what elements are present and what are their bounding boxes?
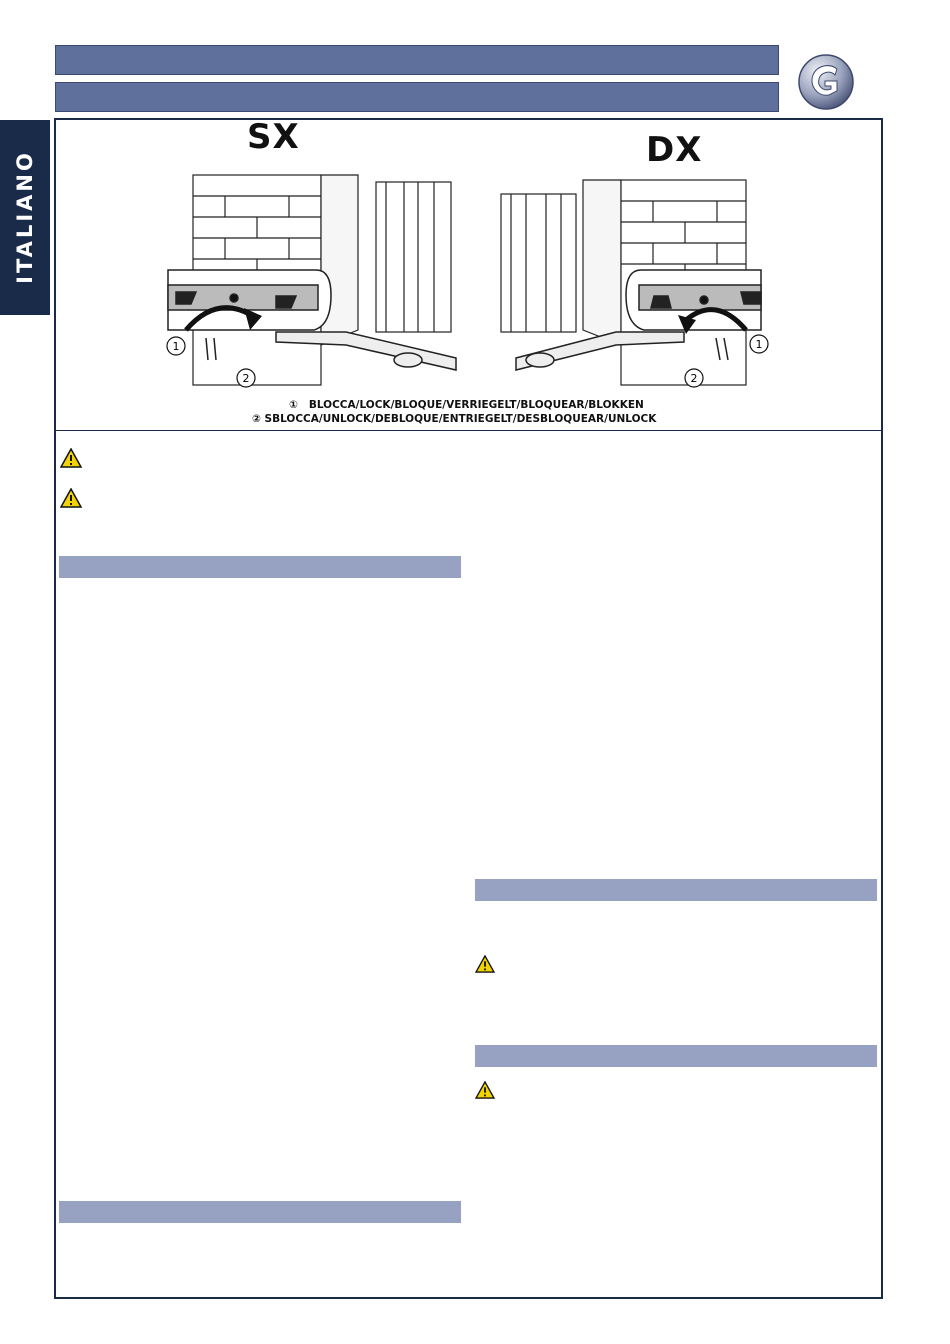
callout-1-left: 1 xyxy=(172,340,180,353)
callout-1-right: 1 xyxy=(755,338,763,351)
warning-triangle-icon xyxy=(60,488,82,508)
lock-unlock-illustration xyxy=(56,120,881,430)
caption-lock-number: ① xyxy=(289,399,298,411)
caption-unlock xyxy=(252,413,656,425)
header-bar-bottom xyxy=(55,82,779,112)
callout-2-right: 2 xyxy=(690,372,698,385)
figure-label-dx: DX xyxy=(646,130,703,170)
callout-2-left: 2 xyxy=(242,372,250,385)
header-bar-top xyxy=(55,45,779,75)
section-header-bar xyxy=(475,879,877,901)
caption-lock-text: BLOCCA/LOCK/BLOQUE/VERRIEGELT/BLOQUEAR/BLOKKEN xyxy=(308,399,644,411)
caption-lock xyxy=(289,399,644,411)
warning-triangle-icon xyxy=(475,1081,495,1099)
figure-separator xyxy=(54,430,883,431)
caption-unlock-number: ② xyxy=(252,413,261,425)
language-tab xyxy=(0,120,50,315)
caption-unlock-text: SBLOCCA/UNLOCK/DEBLOQUE/ENTRIEGELT/DESBLOQUEAR/UNLOCK xyxy=(264,413,657,425)
section-header-bar xyxy=(59,1201,461,1223)
warning-triangle-icon xyxy=(475,955,495,973)
warning-triangle-icon xyxy=(60,448,82,468)
language-tab-label: ITALIANO xyxy=(13,150,37,284)
brand-logo-icon xyxy=(797,53,855,111)
section-header-bar xyxy=(475,1045,877,1067)
section-header-bar xyxy=(59,556,461,578)
figure-label-sx: SX xyxy=(247,117,300,157)
